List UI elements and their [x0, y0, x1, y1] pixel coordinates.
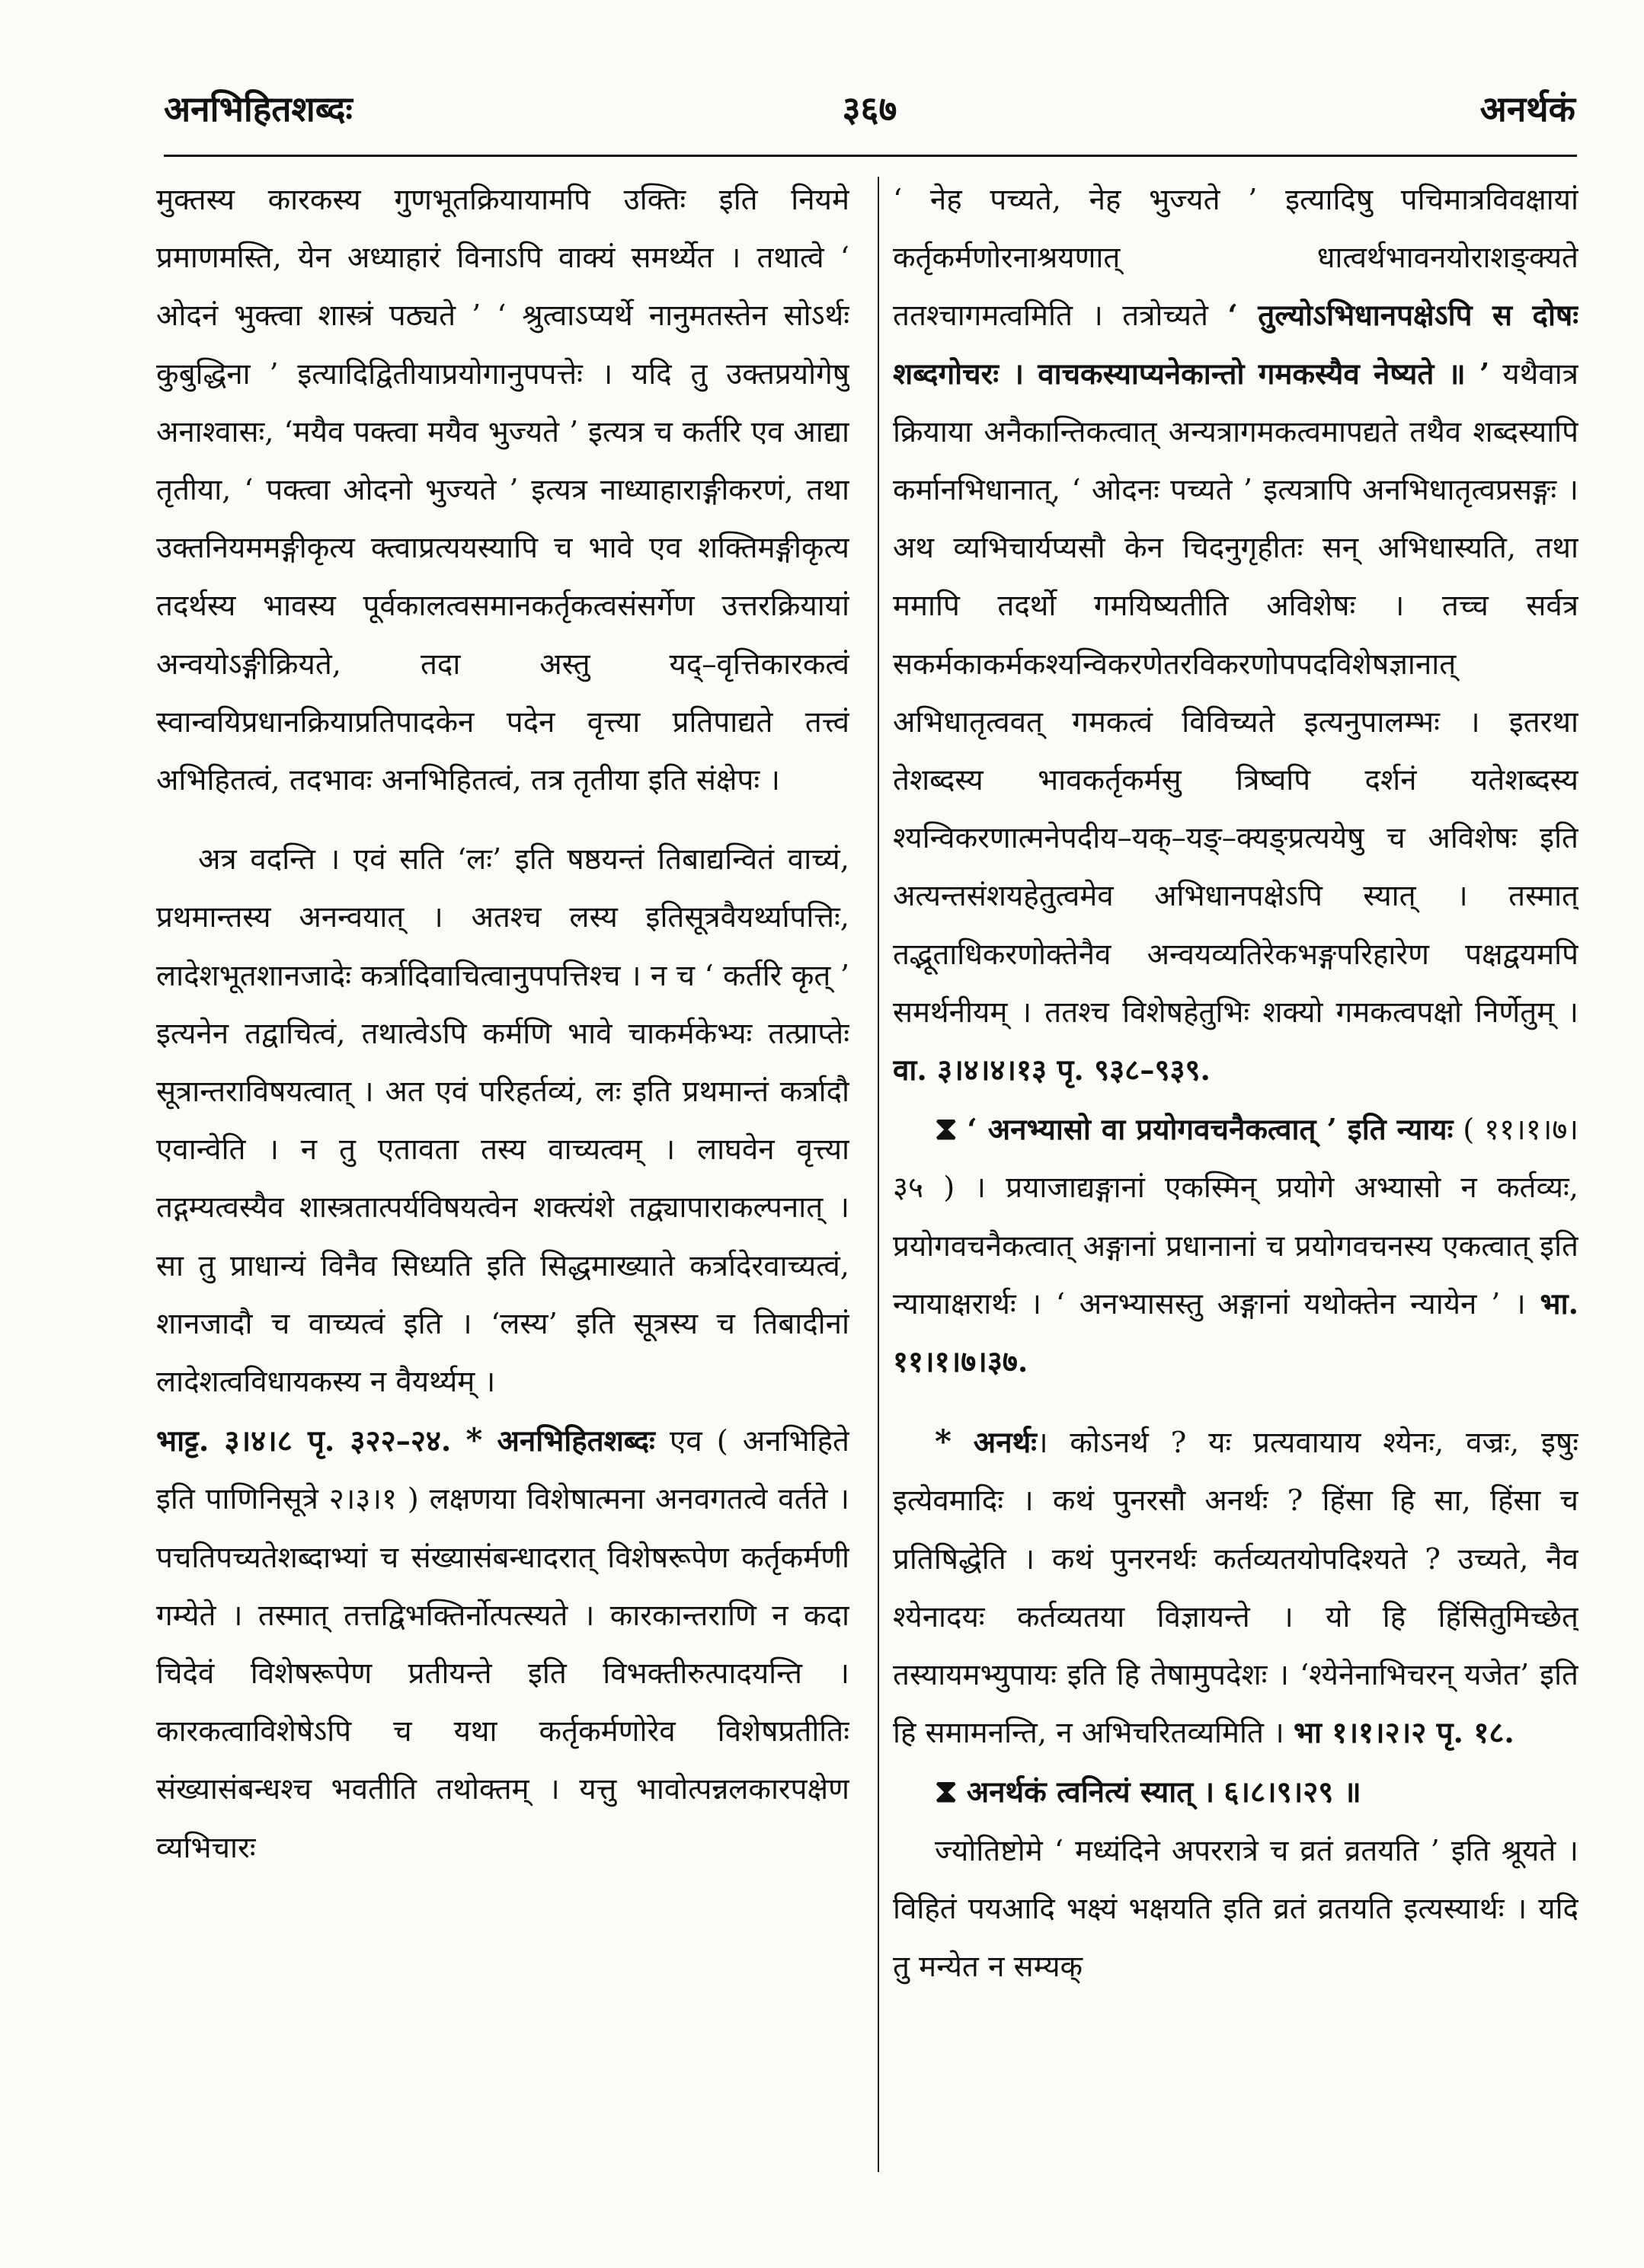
entry-asterisk-icon: *: [465, 1421, 483, 1459]
column-divider: [878, 177, 879, 2172]
entry-body-anartha: । कोऽनर्थ ? यः प्रत्यवायाय श्येनः, वज्रः, इषुः इत्येवमादिः । कथं पुनरसौ अनर्थः ? हिंसा हि सा, हिंसा च प्रतिषिद्धेति । कथं पुनरनर्थः कर्तव्यतयोपदिश्यते ? उच्यते, नैव श्येनादयः कर्तव्यतया विज्ञायन्ते । यो हि हिंसितुमिच्छेत् तस्यायमभ्युपायः इति हि तेषामुपदेशः । ‘श्येनेनाभिचरन् यजेत’ इति हि समामनन्ति, न अभिचरितव्यमिति ।: [893, 1426, 1578, 1751]
left-paragraph-3: [156, 1411, 849, 1877]
right-column: [893, 171, 1578, 2182]
left-column: [156, 171, 849, 2182]
entry-body-anabhyasa: ( ११।१।७।३५ ) । प्रयाजाद्यङ्गानां एकस्मिन् प्रयोगे अभ्यासो न कर्तव्यः, प्रयोगवचनैकत्वात् अङ्गानां प्रधानानां च प्रयोगवचनस्य एकत्वात् इति न्यायाक्षरार्थः । ‘ अनभ्यासस्तु अङ्गानां यथोक्तेन न्यायेन ’ ।: [893, 1113, 1578, 1321]
entry-asterisk-icon: *: [935, 1423, 952, 1461]
hourglass-icon: ⧗: [935, 1772, 958, 1810]
running-header: [164, 82, 1575, 136]
entry-anartha: [893, 1413, 1578, 1762]
right-last-paragraph: ज्योतिष्टोमे ‘ मध्यंदिने अपररात्रे च व्रतं व्रतयति ’ इति श्रूयते । विहितं पयआदि भक्ष्यं भक्षयति इति व्रतं व्रतयति इत्यस्यार्थः । यदि तु मन्येत न सम्यक्: [893, 1833, 1578, 1985]
entry-headword-anarthaka: अनर्थकं त्वनित्यं स्यात् ।: [966, 1775, 1215, 1810]
entry-headword-anabhihitashabda: अनभिहितशब्दः: [497, 1424, 655, 1459]
citation-bhashya-1: भा. ११।१।७।३७.: [893, 1286, 1578, 1380]
citation-bhatta: भाट्ट. ३।४।८ पृ. ३२२–२४.: [156, 1424, 452, 1459]
header-left-word: अनभिहितशब्दः: [164, 88, 353, 129]
right-paragraph-1: [893, 171, 1578, 1100]
verse-quote: ‘ तुल्योऽभिधानपक्षेऽपि स दोषः शब्दगोचरः । वाचकस्याप्यनेकान्तो गमकस्यैव नेष्यते ॥ ’: [893, 299, 1578, 391]
entry-anarthaka: [893, 1762, 1578, 1822]
right-text-1: ‘ नेह पच्यते, नेह भुज्यते ’ इत्यादिषु पचिमात्रविवक्षायां कर्तृकर्मणोरनाश्रयणात् धात्वर्थभावनयोराशङ्क्यते ततश्चागमत्वमिति । तत्रोच्यते: [893, 183, 1578, 334]
sutra-reference: ६।८।९।२९ ॥: [1223, 1775, 1361, 1810]
right-text-2: यथैवात्र क्रियाया अनैकान्तिकत्वात् अन्यत्रागमकत्वमापद्यते तथैव शब्दस्यापि कर्मानभिधानात्, ‘ ओदनः पच्यते ’ इत्यत्रापि अनभिधातृत्वप्रसङ्गः । अथ व्यभिचार्यप्यसौ केन चिदनुगृहीतः सन् अभिधास्यति, तथा ममापि तदर्थो गमयिष्यतीति अविशेषः । तच्च सर्वत्र सकर्मकाकर्मकश्यन्विकरणेतरविकरणोपपदविशेषज्ञानात् अभिधातृत्ववत् गमकत्वं विविच्यते इत्यनुपालम्भः । इतरथा तेशब्दस्य भावकर्तृकर्मसु त्रिष्वपि दर्शनं यतेशब्दस्य श्यन्विकरणात्मनेपदीय–यक्–यङ्–क्यङ्प्रत्ययेषु च अविशेषः इति अत्यन्तसंशयहेतुत्वमेव अभिधानपक्षेऽपि स्यात् । तस्मात् तद्भूताधिकरणोक्तेनैव अन्वयव्यतिरेकभङ्गपरिहारेण पक्षद्वयमपि समर्थनीयम् । ततश्च विशेषहेतुभिः शक्यो गमकत्वपक्षो निर्णेतुम् ।: [893, 356, 1578, 1030]
citation-bhashya-2: भा १।१।२।२ पृ. १८.: [1293, 1716, 1514, 1751]
hourglass-icon: ⧗: [935, 1110, 958, 1148]
header-rule: [164, 155, 1577, 157]
page-number: ३६७: [842, 88, 897, 129]
entry-body-anabhihita: एव ( अनभिहिते इति पाणिनिसूत्रे २।३।१ ) लक्षणया विशेषात्मना अनवगतत्वे वर्तते । पचतिपच्यतेशब्दाभ्यां च संख्यासंबन्धादरात् विशेषरूपेण कर्तृकर्मणी गम्येते । तस्मात् तत्तद्विभक्तिर्नोत्पत्स्यते । कारकान्तराणि न कदा चिदेवं विशेषरूपेण प्रतीयन्ते इति विभक्तीरुत्पादयन्ति । कारकत्वाविशेषेऽपि च यथा कर्तृकर्मणोरेव विशेषप्रतीतिः संख्यासंबन्धश्च भवतीति तथोक्तम् । यत्तु भावोत्पन्नलकारपक्षेण व्यभिचारः: [156, 1424, 849, 1865]
left-paragraph-1: मुक्तस्य कारकस्य गुणभूतक्रियायामपि उक्तिः इति नियमे प्रमाणमस्ति, येन अध्याहारं विनाऽपि वाक्यं समर्थ्येत । तथात्वे ‘ ओदनं भुक्त्वा शास्त्रं पठ्यते ’ ‘ श्रुत्वाऽप्यर्थे नानुमतस्तेन सोऽर्थः कुबुद्धिना ’ इत्यादिद्वितीयाप्रयोगानुपपत्तेः । यदि तु उक्तप्रयोगेषु अनाश्वासः, ‘मयैव पक्त्वा मयैव भुज्यते ’ इत्यत्र च कर्तरि एव आद्या तृतीया, ‘ पक्त्वा ओदनो भुज्यते ’ इत्यत्र नाध्याहाराङ्गीकरणं, तथा उक्तनियममङ्गीकृत्य क्त्वाप्रत्ययस्यापि च भावे एव शक्तिमङ्गीकृत्य तदर्थस्य भावस्य पूर्वकालत्वसमानकर्तृकत्वसंसर्गेण उत्तरक्रियायां अन्वयोऽङ्गीक्रियते, तदा अस्तु यद्–वृत्तिकारकत्वं स्वान्वयिप्रधानक्रियाप्रतिपादकेन पदेन वृत्त्या प्रतिपाद्यते तत्त्वं अभिहितत्वं, तदभावः अनभिहितत्वं, तत्र तृतीया इति संक्षेपः ।: [156, 183, 849, 798]
entry-headword-anartha: अनर्थः: [973, 1426, 1037, 1461]
header-right-word: अनर्थकं: [1479, 88, 1575, 129]
entry-headword-anabhyasa: ‘ अनभ्यासो वा प्रयोगवचनैकत्वात् ’ इति न्यायः: [967, 1113, 1454, 1148]
citation-varttika: वा. ३।४।४।१३ पृ. ९३८–९३९.: [893, 1053, 1211, 1088]
left-paragraph-2: अत्र वदन्ति । एवं सति ‘लः’ इति षष्ठयन्तं तिबाद्यन्वितं वाच्यं, प्रथमान्तस्य अनन्वयात् । अतश्च लस्य इतिसूत्रवैयर्थ्यापत्तिः, लादेशभूतशानजादेः कर्त्रादिवाचित्वानुपपत्तिश्च । न च ‘ कर्तरि कृत् ’ इत्यनेन तद्वाचित्वं, तथात्वेऽपि कर्मणि भावे चाकर्मकेभ्यः तत्प्राप्तेः सूत्रान्तराविषयत्वात् । अत एवं परिहर्तव्यं, लः इति प्रथमान्तं कर्त्रादौ एवान्वेति । न तु एतावता तस्य वाच्यत्वम् । लाघवेन वृत्त्या तद्गम्यत्वस्यैव शास्त्रतात्पर्यविषयत्वेन शक्त्यंशे तद्व्यापाराकल्पनात् । सा तु प्राधान्यं विनैव सिध्यति इति सिद्धमाख्याते कर्त्रादेरवाच्यत्वं, शानजादौ च वाच्यत्वं इति । ‘लस्य’ इति सूत्रस्य च तिबादीनां लादेशत्वविधायकस्य न वैयर्थ्यम् ।: [156, 842, 849, 1400]
entry-anabhyasa: [893, 1100, 1578, 1391]
